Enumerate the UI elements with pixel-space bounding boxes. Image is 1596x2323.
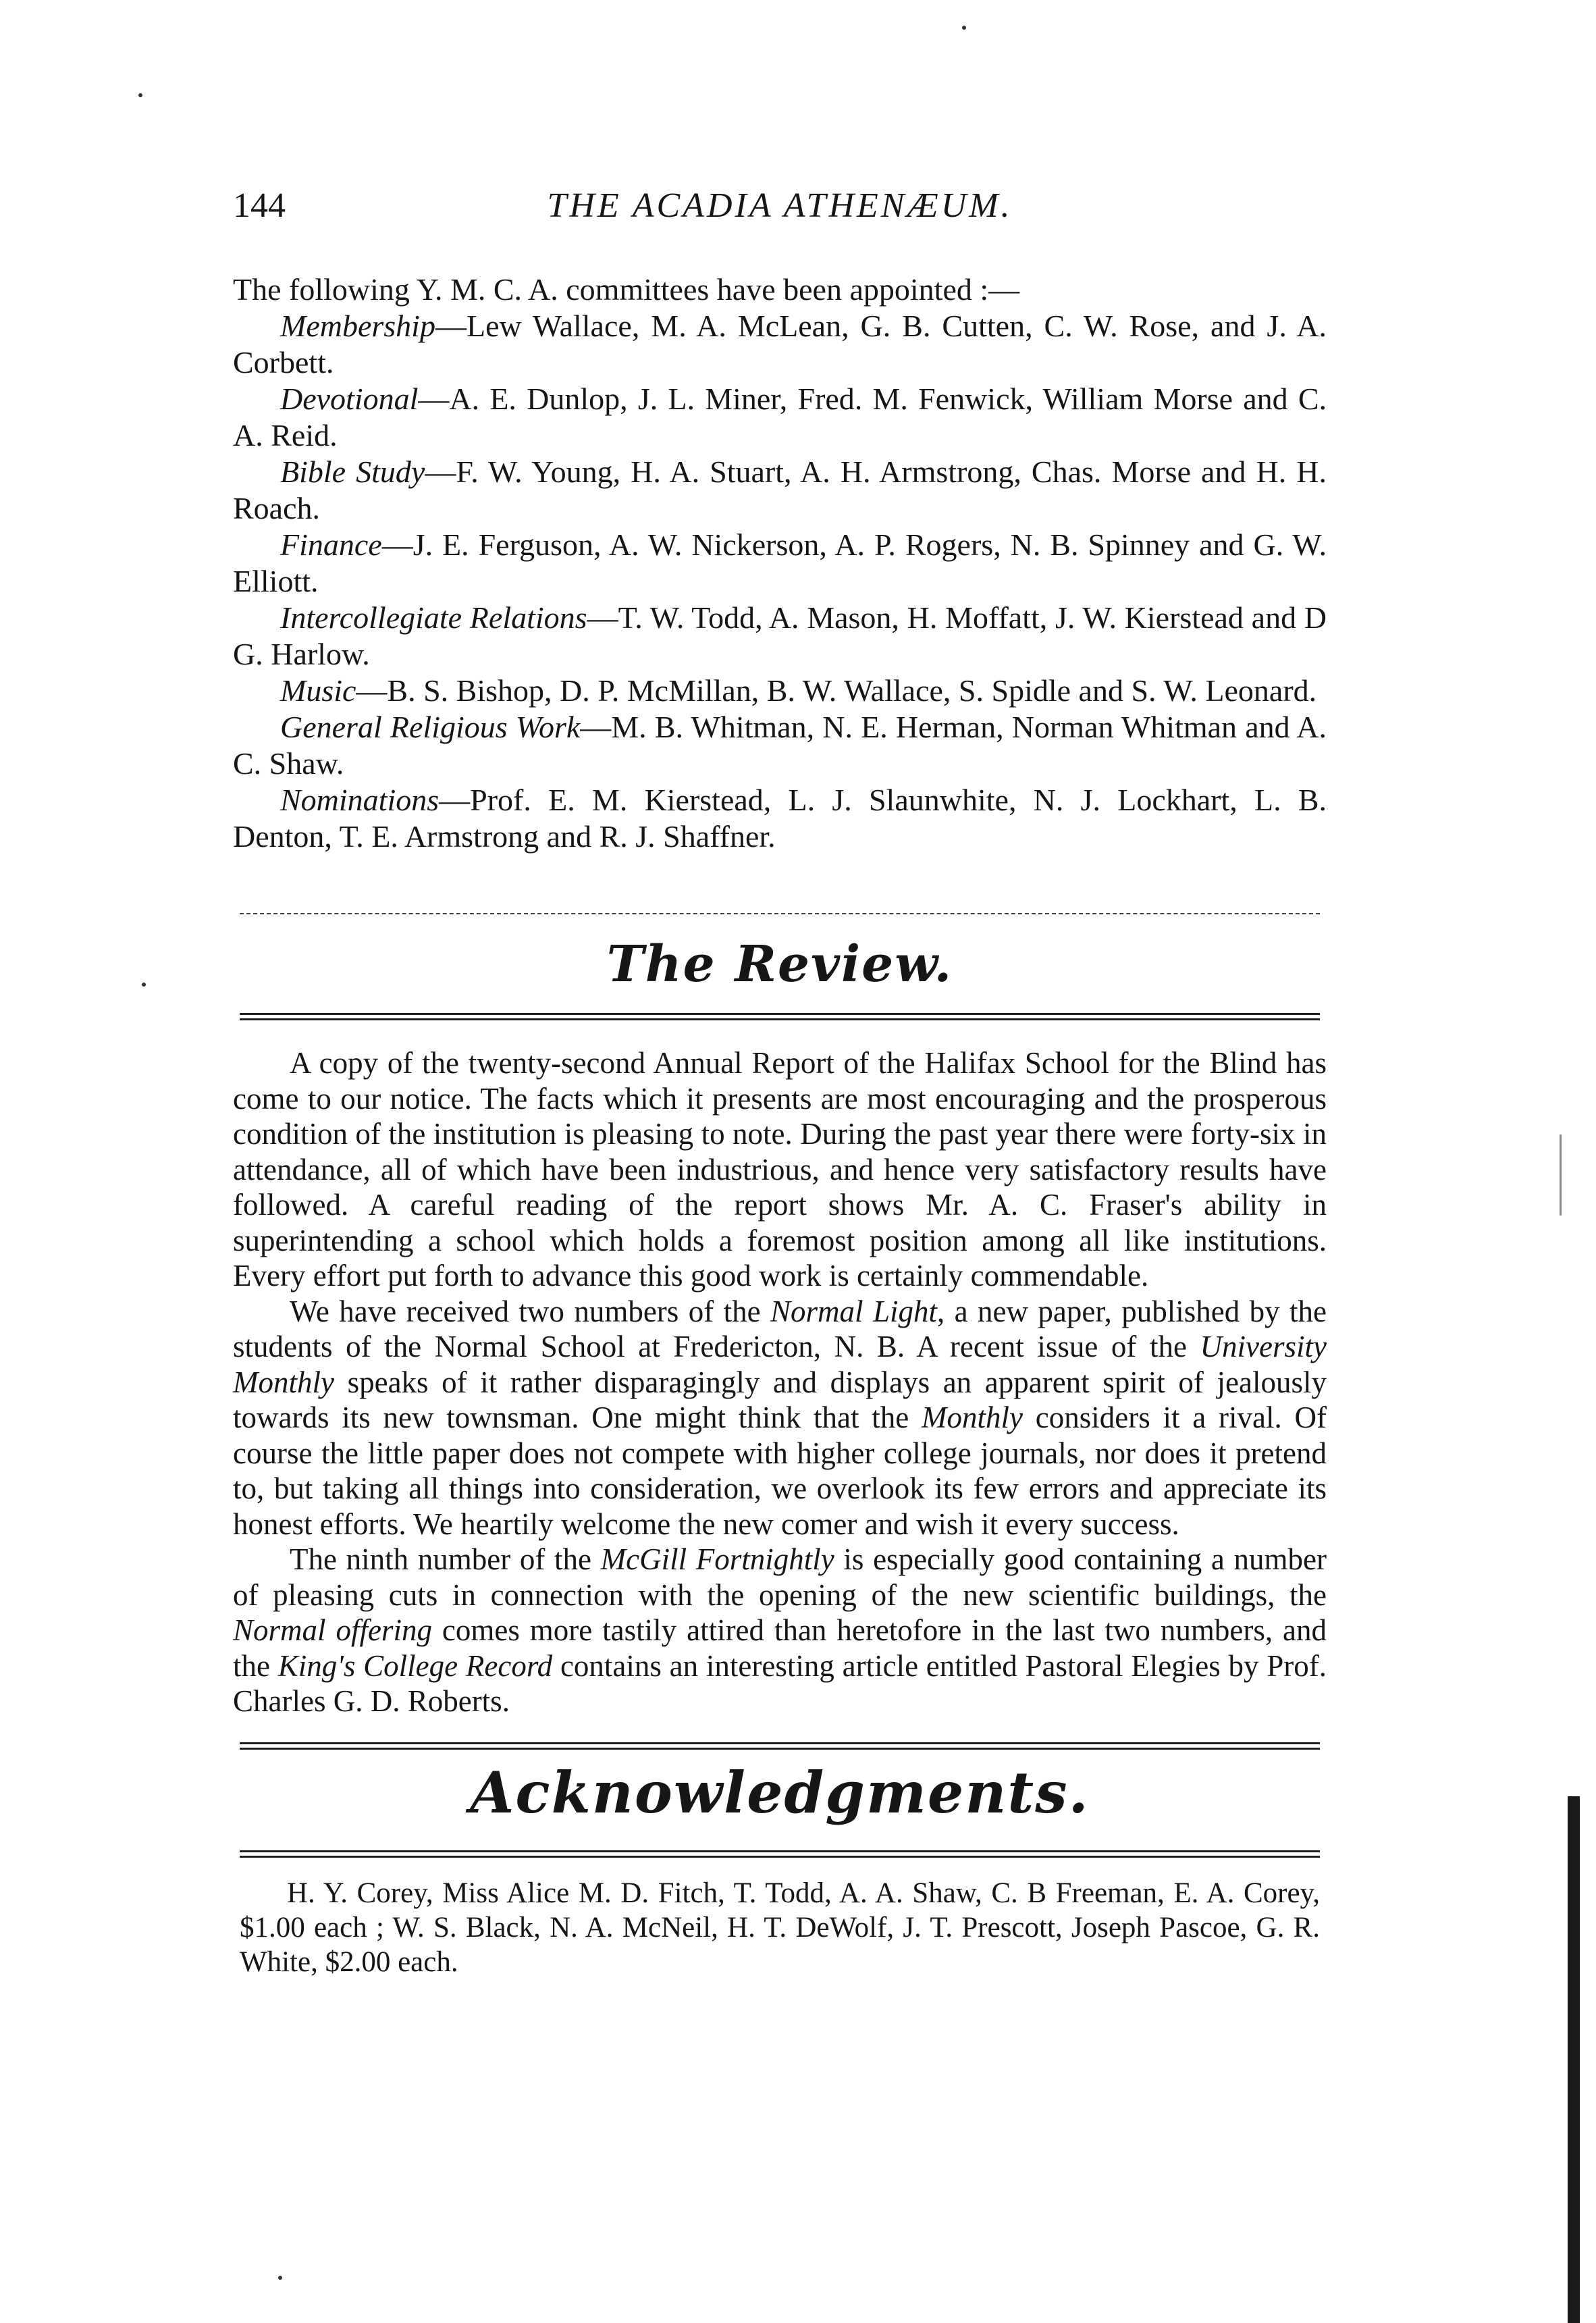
publication-title: King's College Record	[277, 1648, 553, 1683]
publication-title: McGill Fortnightly	[600, 1542, 834, 1576]
publication-title: Normal offering	[233, 1613, 432, 1647]
acknowledgments-section	[240, 1876, 1320, 1979]
committee-name: Devotional	[280, 382, 419, 416]
publication-title: Monthly	[922, 1401, 1023, 1434]
section-divider	[240, 1748, 1320, 1750]
committee-entry	[233, 381, 1327, 454]
committee-name: Finance	[280, 527, 382, 562]
committee-members: —F. W. Young, H. A. Stuart, A. H. Armstrong, Chas. Morse and H. H. Roach.	[233, 454, 1327, 525]
committee-name: General Religious Work	[280, 710, 581, 744]
page-number: 144	[233, 186, 286, 225]
committee-entry	[233, 454, 1327, 527]
scan-speck	[962, 26, 966, 30]
review-section	[233, 1045, 1327, 1719]
acknowledgments-heading: Acknowledgments.	[470, 1759, 1090, 1826]
committee-members: —J. E. Ferguson, A. W. Nickerson, A. P. Rogers, N. B. Spinney and G. W. Elliott.	[233, 527, 1327, 598]
review-heading: The Review.	[606, 935, 953, 993]
publication-title: Normal Light	[770, 1294, 937, 1328]
section-divider	[240, 1850, 1320, 1852]
section-divider	[240, 1742, 1320, 1744]
committee-members: —Lew Wallace, M. A. McLean, G. B. Cutten, C. W. Rose, and J. A. Corbett.	[233, 309, 1327, 380]
scan-edge-shadow	[1568, 1796, 1580, 2323]
running-head	[233, 186, 1327, 240]
review-paragraph: A copy of the twenty-second Annual Report of the Halifax School for the Blind has come to our notice. The facts which it presents are most encouraging and the prosperous condition of the institution is pleasing to note. During the past year there were forty-six in attendance, all of which have been industrious, and hence very satisfactory results have followed. A careful reading of the report shows Mr. A. C. Fraser's ability in superintending a school which holds a foremost position among all like institutions. Every effort put forth to advance this good work is certainly commendable.	[233, 1046, 1327, 1293]
scan-speck	[138, 93, 142, 97]
acknowledgments-text: H. Y. Corey, Miss Alice M. D. Fitch, T. Todd, A. A. Shaw, C. B Freeman, E. A. Corey, $1.00 each ; W. S. Black, N. A. McNeil, H. T. DeWolf, J. T. Prescott, Joseph Pascoe, G. R. White, $2.00 each.	[240, 1877, 1320, 1978]
committee-name: Music	[280, 673, 356, 708]
committee-name: Intercollegiate Relations	[280, 600, 587, 635]
publication-title: University Monthly	[233, 1330, 1327, 1399]
scan-edge-mark	[1560, 1134, 1562, 1216]
committee-members: —M. B. Whitman, N. E. Herman, Norman Whitman and A. C. Shaw.	[233, 710, 1327, 781]
review-paragraph: We have received two numbers of the Normal Light, a new paper, published by the students of the Normal School at Fredericton, N. B. A recent issue of the University Monthly speaks of it rather disparagingly and displays an apparent spirit of jealously towards its new townsman. One might think that the Monthly considers it a rival. Of course the little paper does not compete with higher college journals, nor does it pretend to, but taking all things into consideration, we overlook its few errors and appreciate its honest efforts. We heartily welcome the new comer and wish it every success.	[233, 1294, 1327, 1541]
ymca-intro: The following Y. M. C. A. committees have been appointed :—	[233, 272, 1020, 307]
committee-entry	[233, 709, 1327, 782]
committee-entry	[233, 673, 1327, 709]
committee-name: Nominations	[280, 783, 440, 817]
committee-name: Membership	[280, 309, 435, 343]
committee-entry	[233, 308, 1327, 381]
ymca-committees	[233, 271, 1327, 855]
journal-title: THE ACADIA ATHENÆUM.	[547, 186, 1013, 225]
committee-members: —Prof. E. M. Kierstead, L. J. Slaunwhite, N. J. Lockhart, L. B. Denton, T. E. Armstrong and R. J. Shaffner.	[233, 783, 1327, 854]
committee-members: —T. W. Todd, A. Mason, H. Moffatt, J. W. Kierstead and D G. Harlow.	[233, 600, 1327, 671]
scan-speck	[142, 983, 146, 987]
section-divider	[240, 1013, 1320, 1015]
committee-entry	[233, 600, 1327, 673]
committee-entry	[233, 782, 1327, 855]
committee-name: Bible Study	[280, 454, 425, 489]
section-divider	[240, 1018, 1320, 1020]
committee-entry	[233, 527, 1327, 600]
committee-members: —B. S. Bishop, D. P. McMillan, B. W. Wallace, S. Spidle and S. W. Leonard.	[356, 673, 1317, 708]
section-divider	[240, 913, 1320, 914]
section-divider	[240, 1856, 1320, 1858]
scan-speck	[278, 2276, 282, 2280]
review-paragraph: The ninth number of the McGill Fortnightly is especially good containing a number of pleasing cuts in connection with the opening of the new scientific buildings, the Normal offering comes more tastily attired than heretofore in the last two numbers, and the King's College Record contains an interesting article entitled Pastoral Elegies by Prof. Charles G. D. Roberts.	[233, 1542, 1327, 1718]
committee-members: —A. E. Dunlop, J. L. Miner, Fred. M. Fenwick, William Morse and C. A. Reid.	[233, 382, 1327, 452]
